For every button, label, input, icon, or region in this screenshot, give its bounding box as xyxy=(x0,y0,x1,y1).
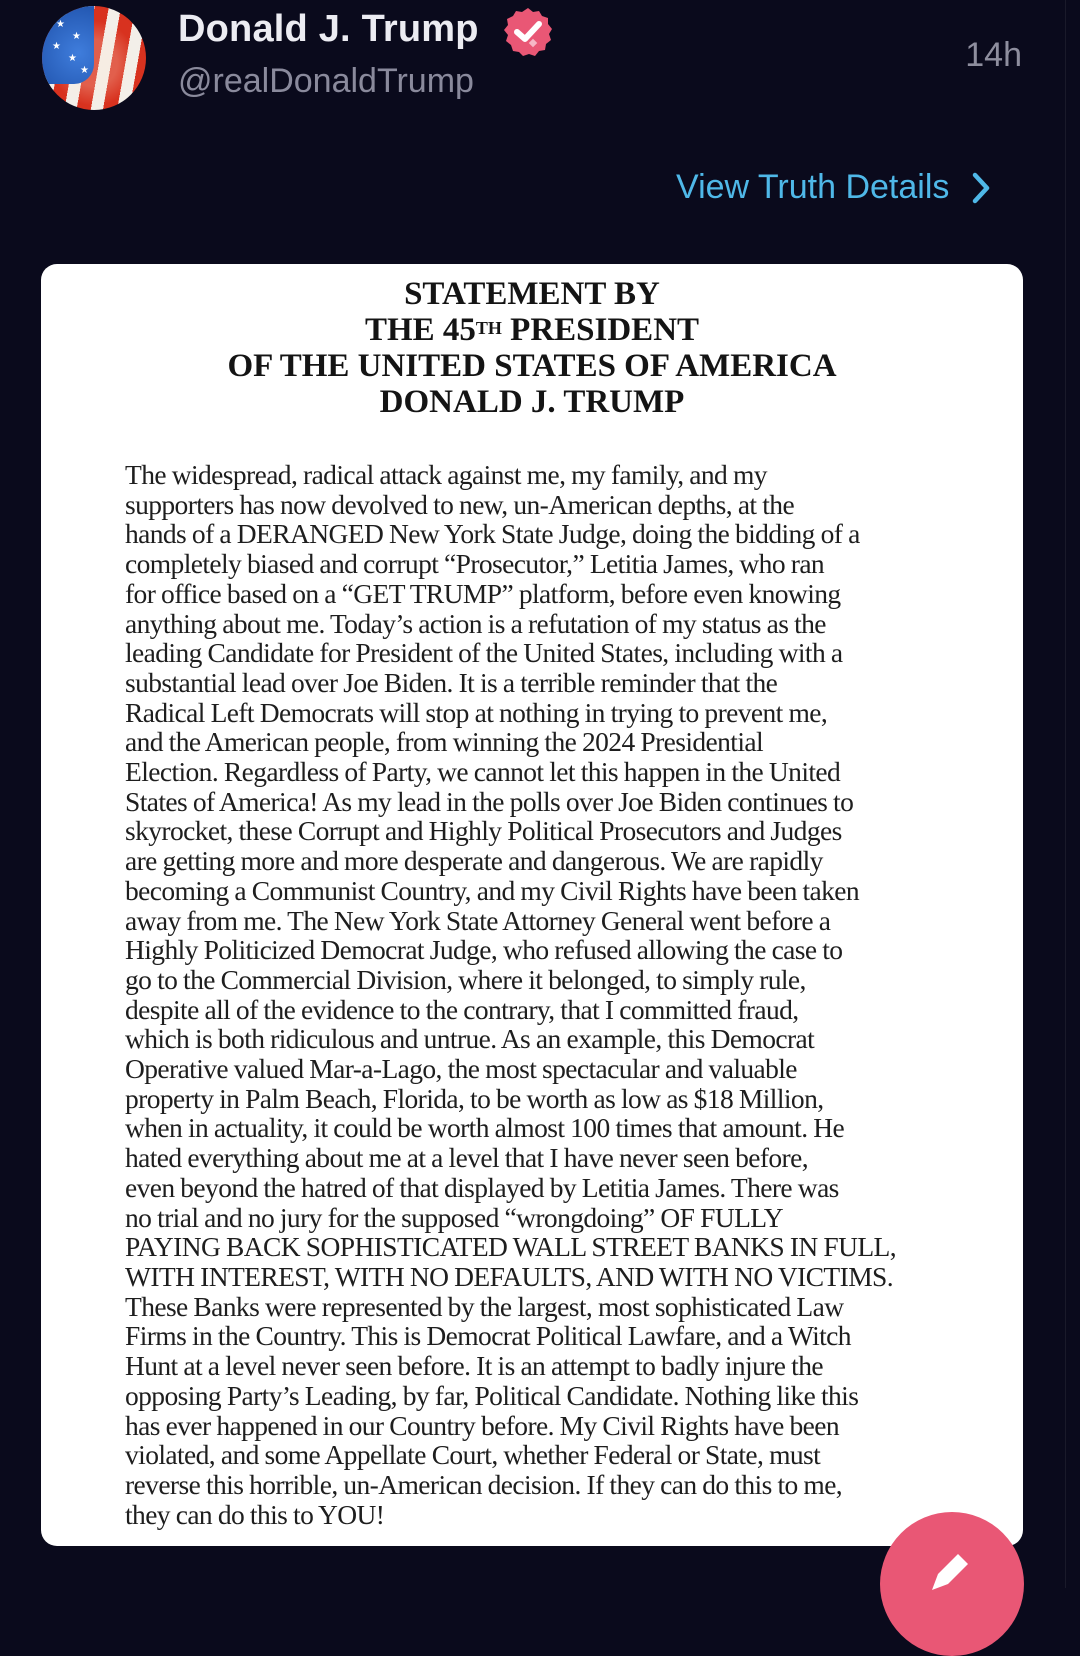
statement-body-line: PAYING BACK SOPHISTICATED WALL STREET BANKS IN FULL, xyxy=(125,1231,897,1263)
statement-body-line: hated everything about me at a level that I have never seen before, xyxy=(125,1142,808,1174)
statement-body-line: Firms in the Country. This is Democrat Political Lawfare, and a Witch xyxy=(125,1320,851,1352)
statement-body-line: Operative valued Mar-a-Lago, the most spectacular and valuable xyxy=(125,1053,797,1085)
statement-body-line: reverse this horrible, un-American decision. If they can do this to me, xyxy=(125,1468,843,1500)
statement-body-line: despite all of the evidence to the contrary, that I committed fraud, xyxy=(125,993,799,1025)
author-name[interactable]: Donald J. Trump xyxy=(178,8,479,50)
statement-body-line: skyrocket, these Corrupt and Highly Political Prosecutors and Judges xyxy=(125,815,842,847)
statement-body-line: they can do this to YOU! xyxy=(125,1498,385,1530)
statement-body-line: opposing Party’s Leading, by far, Political Candidate. Nothing like this xyxy=(125,1379,859,1411)
statement-body-line: These Banks were represented by the largest, most sophisticated Law xyxy=(125,1290,844,1322)
star-icon: ★ xyxy=(52,41,61,52)
statement-body-line: and the American people, from winning the 2024 Presidential xyxy=(125,726,764,758)
statement-body-line: anything about me. Today’s action is a refutation of my status as the xyxy=(125,607,826,639)
statement-title-line xyxy=(41,312,1023,348)
avatar[interactable] xyxy=(42,6,146,110)
title-superscript: TH xyxy=(475,318,502,338)
statement-image-card[interactable] xyxy=(41,264,1023,1546)
statement-title-line: DONALD J. TRUMP xyxy=(379,384,685,420)
compose-button[interactable] xyxy=(880,1512,1024,1656)
statement-body-line: completely biased and corrupt “Prosecutor,” Letitia James, who ran xyxy=(125,548,825,580)
statement-body-line: The widespread, radical attack against me, my family, and my xyxy=(125,459,767,490)
statement-body-line: States of America! As my lead in the polls over Joe Biden continues to xyxy=(125,785,854,817)
star-icon: ★ xyxy=(72,31,81,42)
statement-body-line: Hunt at a level never seen before. It is an attempt to badly injure the xyxy=(125,1350,823,1382)
statement-title-line: STATEMENT BY xyxy=(404,276,660,312)
statement-body-line: which is both ridiculous and untrue. As an example, this Democrat xyxy=(125,1023,815,1055)
star-icon: ★ xyxy=(68,53,77,64)
statement-body xyxy=(125,460,955,1529)
statement-body-line: even beyond the hatred of that displayed by Letitia James. There was xyxy=(125,1171,839,1203)
statement-body-line: go to the Commercial Division, where it belonged, to simply rule, xyxy=(125,963,806,995)
statement-body-line: when in actuality, it could be worth almost 100 times that amount. He xyxy=(125,1112,845,1144)
statement-body-line: has ever happened in our Country before. My Civil Rights have been xyxy=(125,1409,840,1441)
chevron-right-icon xyxy=(971,171,991,205)
view-truth-details-link[interactable] xyxy=(676,168,991,207)
author-handle[interactable]: @realDonaldTrump xyxy=(178,62,474,100)
statement-body-line: Highly Politicized Democrat Judge, who refused allowing the case to xyxy=(125,934,843,966)
statement-body-line: property in Palm Beach, Florida, to be worth as low as $18 Million, xyxy=(125,1082,824,1114)
statement-body-line: Radical Left Democrats will stop at nothing in trying to prevent me, xyxy=(125,696,828,728)
statement-body-line: Election. Regardless of Party, we cannot let this happen in the United xyxy=(125,756,841,788)
statement-body-line: substantial lead over Joe Biden. It is a terrible reminder that the xyxy=(125,666,778,698)
statement-body-line: for office based on a “GET TRUMP” platform, before even knowing xyxy=(125,577,841,609)
title-ordinal: THE 45 xyxy=(364,312,476,348)
statement-body-line: becoming a Communist Country, and my Civil Rights have been taken xyxy=(125,874,860,906)
statement-body-line: WITH INTEREST, WITH NO DEFAULTS, AND WITH NO VICTIMS. xyxy=(125,1260,894,1292)
title-president: PRESIDENT xyxy=(501,312,700,348)
post-header xyxy=(0,0,1080,130)
statement-body-line: leading Candidate for President of the United States, including with a xyxy=(125,637,843,669)
statement-body-line: hands of a DERANGED New York State Judge, doing the bidding of a xyxy=(125,518,860,550)
statement-body-line: away from me. The New York State Attorney General went before a xyxy=(125,904,831,936)
scrollbar-edge xyxy=(1065,0,1080,1588)
statement-body-line: violated, and some Appellate Court, whether Federal or State, must xyxy=(125,1439,821,1471)
statement-title xyxy=(41,276,1023,420)
statement-body-line: are getting more and more desperate and dangerous. We are rapidly xyxy=(125,845,823,877)
verified-badge-icon xyxy=(502,6,554,58)
compose-icon xyxy=(924,1548,974,1598)
view-truth-details-label: View Truth Details xyxy=(676,168,950,206)
star-icon: ★ xyxy=(80,65,89,76)
statement-body-line: no trial and no jury for the supposed “wrongdoing” OF FULLY xyxy=(125,1201,783,1233)
star-icon: ★ xyxy=(56,19,65,30)
statement-title-line: OF THE UNITED STATES OF AMERICA xyxy=(227,348,837,384)
post-timestamp: 14h xyxy=(965,36,1022,74)
statement-body-line: supporters has now devolved to new, un-American depths, at the xyxy=(125,488,795,520)
